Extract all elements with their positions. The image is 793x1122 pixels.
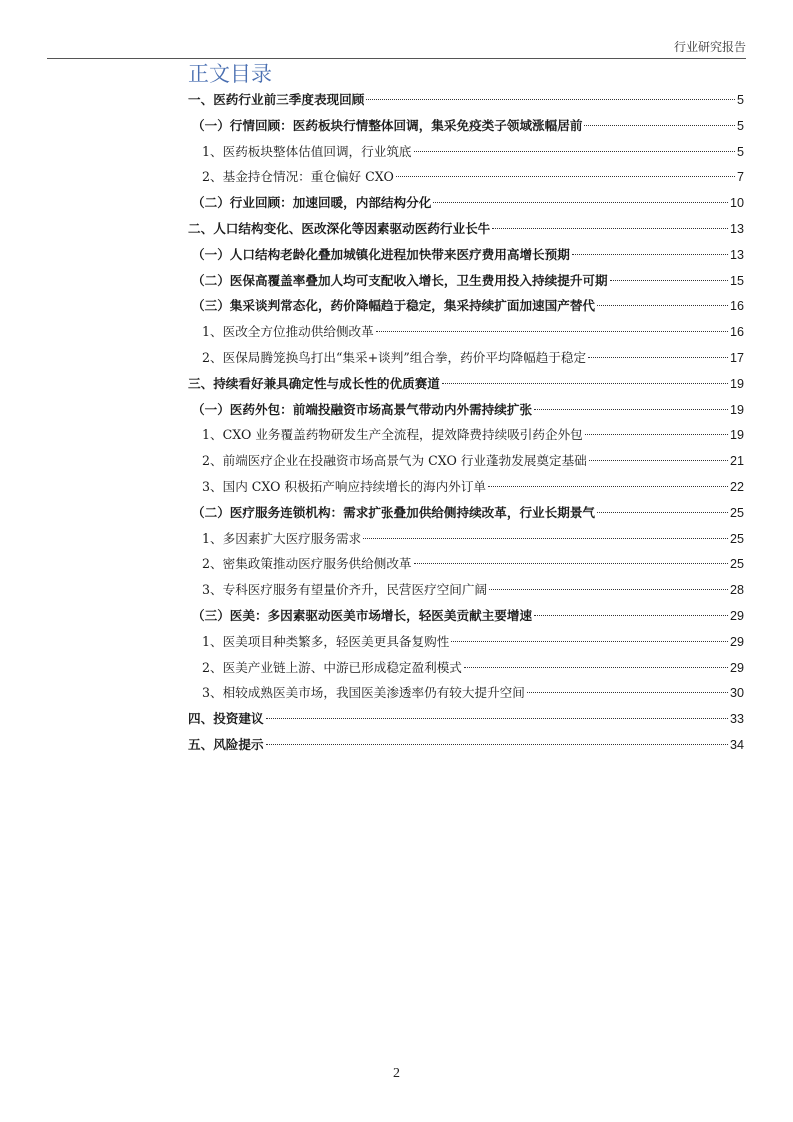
toc-entry-text[interactable]: （一）行情回顾：医药板块行情整体回调，集采免疫类子领域涨幅居前 bbox=[192, 117, 583, 133]
toc-page-number[interactable]: 10 bbox=[729, 196, 744, 211]
toc-dot-leader bbox=[464, 667, 728, 668]
toc-dot-leader bbox=[588, 357, 728, 358]
toc-entry[interactable] bbox=[188, 580, 744, 606]
toc-entry-text[interactable]: 3、相较成熟医美市场，我国医美渗透率仍有较大提升空间 bbox=[202, 685, 525, 701]
toc-dot-leader bbox=[376, 331, 728, 332]
toc-page-number[interactable]: 30 bbox=[729, 686, 744, 701]
toc-page-number[interactable]: 29 bbox=[729, 608, 744, 623]
header-divider bbox=[47, 58, 746, 59]
toc-dot-leader bbox=[266, 718, 728, 719]
toc-entry[interactable] bbox=[188, 425, 744, 451]
toc-entry[interactable] bbox=[188, 632, 744, 658]
toc-dot-leader bbox=[492, 228, 728, 229]
toc-page-number[interactable]: 13 bbox=[729, 221, 744, 236]
toc-dot-leader bbox=[534, 409, 728, 410]
toc-dot-leader bbox=[442, 383, 728, 384]
toc-page-number[interactable]: 28 bbox=[729, 583, 744, 598]
report-type-label: 行业研究报告 bbox=[673, 40, 746, 54]
toc-entry[interactable] bbox=[188, 193, 744, 219]
toc-page-number[interactable]: 19 bbox=[729, 376, 744, 391]
toc-entry[interactable] bbox=[188, 116, 744, 142]
toc-dot-leader bbox=[585, 434, 728, 435]
toc-entry[interactable] bbox=[188, 400, 744, 426]
toc-entry-text[interactable]: （三）集采谈判常态化，药价降幅趋于稳定，集采持续扩面加速国产替代 bbox=[192, 298, 595, 314]
toc-entry-text[interactable]: 三、持续看好兼具确定性与成长性的优质赛道 bbox=[188, 375, 440, 391]
toc-entry[interactable] bbox=[188, 606, 744, 632]
toc-dot-leader bbox=[534, 615, 728, 616]
toc-entry-text[interactable]: 2、医美产业链上游、中游已形成稳定盈利模式 bbox=[202, 659, 462, 675]
toc-dot-leader bbox=[527, 692, 728, 693]
toc-entry-text[interactable]: 1、CXO 业务覆盖药物研发生产全流程，提效降费持续吸引药企外包 bbox=[202, 427, 583, 443]
toc-entry-text[interactable]: 四、投资建议 bbox=[188, 711, 264, 727]
toc-page-number[interactable]: 34 bbox=[729, 737, 744, 752]
toc-dot-leader bbox=[396, 176, 735, 177]
toc-dot-leader bbox=[414, 563, 728, 564]
toc-page-number[interactable]: 5 bbox=[736, 144, 744, 159]
toc-dot-leader bbox=[266, 744, 728, 745]
toc-entry-text[interactable]: （一）医药外包：前端投融资市场高景气带动内外需持续扩张 bbox=[192, 401, 533, 417]
toc-entry-text[interactable]: 1、多因素扩大医疗服务需求 bbox=[202, 530, 362, 546]
toc-entry-text[interactable]: 3、专科医疗服务有望量价齐升，民营医疗空间广阔 bbox=[202, 582, 488, 598]
toc-entry[interactable] bbox=[188, 219, 744, 245]
toc-entry[interactable] bbox=[188, 322, 744, 348]
toc-dot-leader bbox=[433, 202, 728, 203]
toc-dot-leader bbox=[489, 589, 728, 590]
toc-dot-leader bbox=[366, 99, 735, 100]
toc-page-number[interactable]: 29 bbox=[729, 660, 744, 675]
toc-entry-text[interactable]: （二）医疗服务连锁机构：需求扩张叠加供给侧持续改革，行业长期景气 bbox=[192, 504, 595, 520]
toc-entry[interactable] bbox=[188, 709, 744, 735]
toc-entry-text[interactable]: 2、基金持仓情况：重仓偏好 CXO bbox=[202, 169, 394, 185]
toc-dot-leader bbox=[414, 151, 735, 152]
toc-entry-text[interactable]: 2、前端医疗企业在投融资市场高景气为 CXO 行业蓬勃发展奠定基础 bbox=[202, 453, 587, 469]
toc-entry-text[interactable]: 1、医药板块整体估值回调，行业筑底 bbox=[202, 143, 412, 159]
toc-entry[interactable] bbox=[188, 477, 744, 503]
toc-entry-text[interactable]: （一）人口结构老龄化叠加城镇化进程加快带来医疗费用高增长预期 bbox=[192, 246, 570, 262]
toc-page-number[interactable]: 19 bbox=[729, 402, 744, 417]
toc-entry[interactable] bbox=[188, 658, 744, 684]
toc-page-number[interactable]: 5 bbox=[736, 118, 744, 133]
toc-page-number[interactable]: 16 bbox=[729, 299, 744, 314]
toc-dot-leader bbox=[589, 460, 728, 461]
toc-page-number[interactable]: 29 bbox=[729, 634, 744, 649]
toc-title: 正文目录 bbox=[188, 62, 272, 86]
toc-page-number[interactable]: 22 bbox=[729, 479, 744, 494]
toc-entry-text[interactable]: 3、国内 CXO 积极拓产响应持续增长的海内外订单 bbox=[202, 478, 487, 494]
toc-dot-leader bbox=[597, 512, 728, 513]
table-of-contents bbox=[188, 90, 744, 761]
toc-entry-text[interactable]: 二、人口结构变化、医改深化等因素驱动医药行业长牛 bbox=[188, 220, 491, 236]
toc-dot-leader bbox=[572, 254, 728, 255]
toc-entry-text[interactable]: （二）医保高覆盖率叠加人均可支配收入增长，卫生费用投入持续提升可期 bbox=[192, 272, 608, 288]
toc-page-number[interactable]: 7 bbox=[736, 170, 744, 185]
toc-page-number[interactable]: 25 bbox=[729, 557, 744, 572]
toc-entry[interactable] bbox=[188, 348, 744, 374]
toc-page-number[interactable]: 13 bbox=[729, 247, 744, 262]
toc-entry-text[interactable]: 2、密集政策推动医疗服务供给侧改革 bbox=[202, 556, 412, 572]
toc-dot-leader bbox=[363, 538, 728, 539]
toc-page-number[interactable]: 17 bbox=[729, 350, 744, 365]
toc-dot-leader bbox=[451, 641, 728, 642]
toc-page-number[interactable]: 19 bbox=[729, 428, 744, 443]
toc-page-number[interactable]: 5 bbox=[736, 93, 744, 107]
toc-page-number[interactable]: 21 bbox=[729, 454, 744, 469]
toc-entry[interactable] bbox=[188, 529, 744, 555]
toc-entry[interactable] bbox=[188, 245, 744, 271]
toc-entry-text[interactable]: 一、医药行业前三季度表现回顾 bbox=[188, 92, 365, 107]
toc-entry-text[interactable]: 1、医改全方位推动供给侧改革 bbox=[202, 324, 374, 340]
toc-entry[interactable] bbox=[188, 683, 744, 709]
toc-entry[interactable] bbox=[188, 90, 744, 116]
toc-entry[interactable] bbox=[188, 735, 744, 761]
toc-entry-text[interactable]: 2、医保局腾笼换鸟打出“集采+谈判”组合拳，药价平均降幅趋于稳定 bbox=[202, 349, 587, 365]
toc-entry[interactable] bbox=[188, 451, 744, 477]
toc-entry-text[interactable]: 1、医美项目种类繁多，轻医美更具备复购性 bbox=[202, 633, 450, 649]
page-number: 2 bbox=[393, 1066, 400, 1081]
toc-dot-leader bbox=[488, 486, 728, 487]
toc-entry[interactable] bbox=[188, 167, 744, 193]
toc-page-number[interactable]: 25 bbox=[729, 505, 744, 520]
toc-entry[interactable] bbox=[188, 296, 744, 322]
toc-entry[interactable] bbox=[188, 554, 744, 580]
toc-page-number[interactable]: 25 bbox=[729, 531, 744, 546]
toc-dot-leader bbox=[610, 280, 728, 281]
toc-entry-text[interactable]: （三）医美：多因素驱动医美市场增长，轻医美贡献主要增速 bbox=[192, 607, 533, 623]
toc-entry[interactable] bbox=[188, 271, 744, 297]
toc-entry[interactable] bbox=[188, 374, 744, 400]
toc-page-number[interactable]: 16 bbox=[729, 325, 744, 340]
toc-dot-leader bbox=[584, 125, 735, 126]
toc-dot-leader bbox=[597, 305, 728, 306]
toc-entry-text[interactable]: 五、风险提示 bbox=[188, 736, 264, 752]
toc-entry[interactable] bbox=[188, 142, 744, 168]
toc-entry-text[interactable]: （二）行业回顾：加速回暖，内部结构分化 bbox=[192, 195, 432, 211]
toc-page-number[interactable]: 33 bbox=[729, 712, 744, 727]
toc-page-number[interactable]: 15 bbox=[729, 273, 744, 288]
toc-entry[interactable] bbox=[188, 503, 744, 529]
